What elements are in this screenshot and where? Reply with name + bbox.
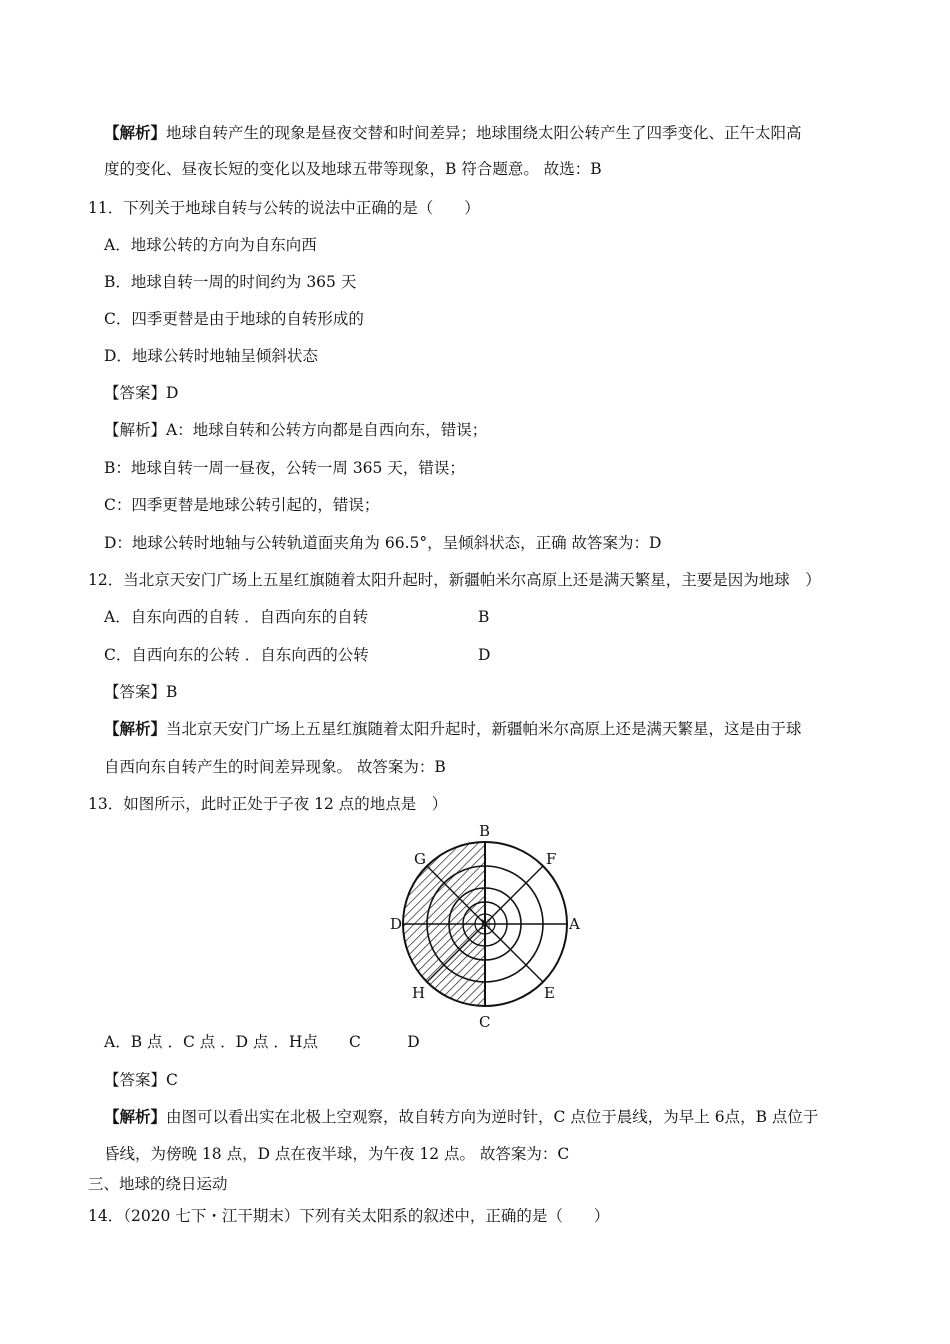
q13-answer: 【答案】C (104, 1071, 178, 1089)
polar-view-diagram (380, 822, 590, 1052)
q12-stem: 12．当北京天安门广场上五星红旗随着太阳升起时，新疆帕米尔高原上还是满天繁星，主要是因为地球 ） (88, 571, 821, 589)
q11-option-b: B．地球自转一周的时间约为 365 天 (104, 273, 357, 291)
q11-analysis-2: B：地球自转一周一昼夜，公转一周 365 天，错误； (104, 459, 465, 477)
q11-option-a: A．地球公转的方向为自东向西 (104, 236, 317, 254)
label-c: C (479, 1013, 491, 1031)
q13-analysis-line1: 【解析】由图可以看出实在北极上空观察，故自转方向为逆时针，C 点位于晨线，为早上 6点，B 点位于 (104, 1107, 819, 1126)
label-h: H (412, 984, 426, 1002)
q12-options-row2: C．自西向东的公转 ．自东向西的公转 (104, 646, 369, 664)
q12-answer: 【答案】B (104, 683, 178, 701)
analysis-tag: 【解析】 (104, 719, 167, 738)
label-b: B (479, 822, 491, 840)
q13-analysis-line2: 昏线，为傍晚 18 点，D 点在夜半球，为午夜 12 点。 故答案为：C (104, 1145, 570, 1163)
analysis-tag: 【解析】 (104, 123, 167, 142)
q11-option-d: D．地球公转时地轴呈倾斜状态 (104, 347, 318, 365)
q14-stem: 14．（2020 七下・江干期末）下列有关太阳系的叙述中，正确的是（ ） (88, 1207, 610, 1225)
analysis-tag: 【解析】 (104, 1107, 167, 1126)
label-f: F (546, 850, 557, 868)
q10-analysis-line2: 度的变化、昼夜长短的变化以及地球五带等现象，B 符合题意。 故选：B (104, 160, 602, 178)
label-n: N (480, 918, 492, 933)
q11-option-c: C．四季更替是由于地球的自转形成的 (104, 310, 364, 328)
label-e: E (544, 984, 555, 1002)
section-heading: 三、地球的绕日运动 (88, 1175, 228, 1193)
q11-answer: 【答案】D (104, 384, 179, 402)
q11-analysis-3: C：四季更替是地球公转引起的，错误； (104, 496, 380, 514)
q13-stem: 13．如图所示，此时正处于子夜 12 点的地点是 ） (88, 795, 448, 813)
label-a: A (569, 915, 580, 933)
label-g: G (414, 850, 426, 868)
label-d: D (390, 915, 403, 933)
q10-analysis-line1: 【解析】地球自转产生的现象是昼夜交替和时间差异；地球围绕太阳公转产生了四季变化、正午太阳高 (104, 123, 802, 142)
q11-stem: 11．下列关于地球自转与公转的说法中正确的是（ ） (88, 199, 480, 217)
q12-option-d-letter: D (478, 646, 491, 664)
q12-analysis-line1: 【解析】当北京天安门广场上五星红旗随着太阳升起时，新疆帕米尔高原上还是满天繁星，这是由于球 (104, 719, 802, 738)
q12-options-row1: A．自东向西的自转 ．自西向东的自转 (104, 608, 369, 626)
q12-analysis-line2: 自西向东自转产生的时间差异现象。 故答案为：B (104, 758, 446, 776)
q12-option-b-letter: B (478, 608, 490, 626)
q13-options: A．B 点 ．C 点 ．D 点 ．H点 C D (104, 1033, 420, 1051)
q11-analysis-1: 【解析】A：地球自转和公转方向都是自西向东，错误； (104, 421, 488, 439)
q11-analysis-4: D：地球公转时地轴与公转轨道面夹角为 66.5°，呈倾斜状态，正确 故答案为：D (104, 534, 662, 552)
